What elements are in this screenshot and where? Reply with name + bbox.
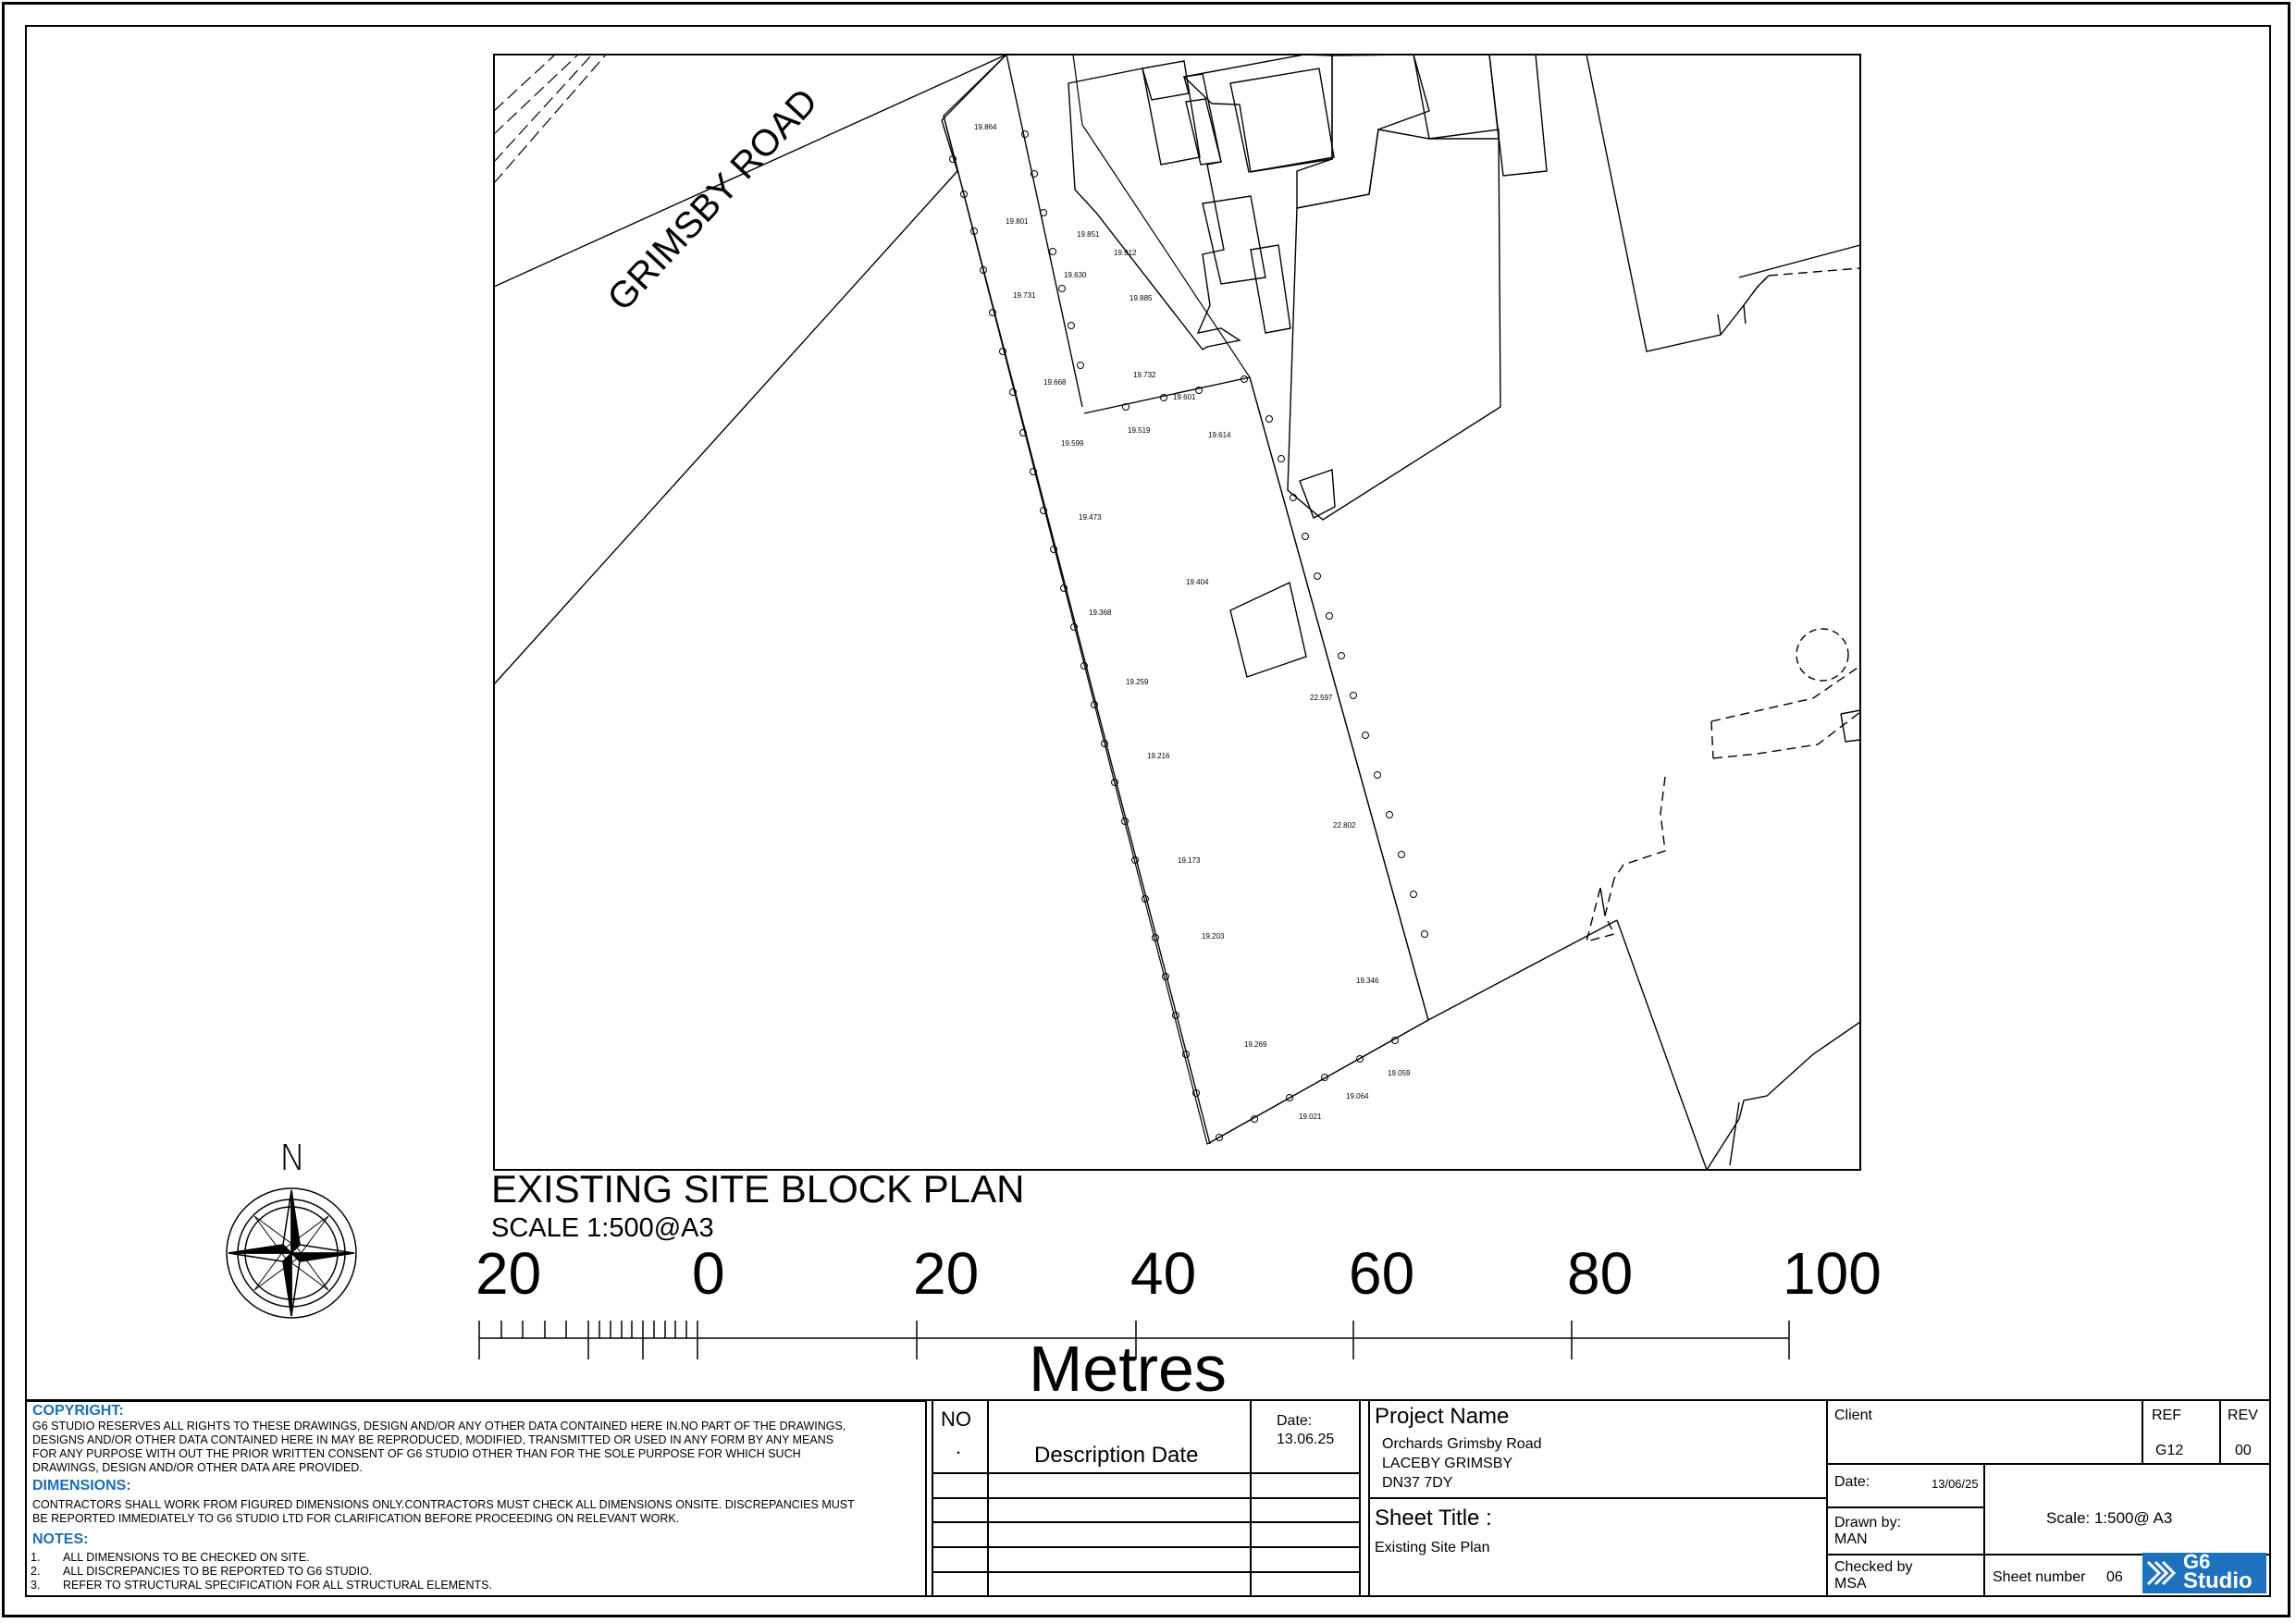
ref-value: G12 <box>2155 1443 2184 1458</box>
spot-level-label: 19.599 <box>1061 439 1084 448</box>
revision-date-label: Date: <box>1277 1413 1313 1429</box>
note-number-1: 1. <box>31 1551 41 1564</box>
g6-logo-mark-icon <box>2146 1556 2179 1590</box>
project-address-line-2: LACEBY GRIMSBY <box>1382 1456 1513 1471</box>
spot-level-label: 19.059 <box>1388 1069 1411 1077</box>
scale-unit: Metres <box>1029 1333 1227 1405</box>
note-number-3: 3. <box>31 1579 41 1592</box>
scale-label-100: 100 <box>1783 1240 1882 1307</box>
copyright-line-4: DRAWINGS, DESIGN AND/OR OTHER DATA ARE PROVIDED. <box>32 1461 363 1474</box>
spot-level-label: 19.064 <box>1346 1092 1369 1100</box>
spot-level-label: 19.614 <box>1208 431 1231 439</box>
checked-by-value: MSA <box>1834 1576 1867 1592</box>
scale-label-minus20: 20 <box>475 1240 542 1307</box>
note-text-1: ALL DIMENSIONS TO BE CHECKED ON SITE. <box>63 1551 310 1564</box>
copyright-heading: COPYRIGHT: <box>32 1403 124 1419</box>
drawing-scale: SCALE 1:500@A3 <box>491 1213 714 1243</box>
revision-no-dot: . <box>956 1435 962 1458</box>
copyright-line-2: DESIGNS AND/OR OTHER DATA CONTAINED HERE IN MAY BE REPRODUCED, MODIFIED, TRANSMITTED OR USED IN ANY FORM BY ANY MEANS <box>32 1433 834 1446</box>
spot-level-label: 19.630 <box>1064 271 1087 279</box>
spot-level-label: 19.173 <box>1178 856 1201 865</box>
scale-label-40: 40 <box>1130 1240 1197 1307</box>
spot-level-label: 19.851 <box>1077 230 1100 239</box>
ref-label: REF <box>2152 1408 2181 1423</box>
spot-level-label: 19.668 <box>1043 378 1067 387</box>
sheet-number-value: 06 <box>2106 1569 2123 1585</box>
notes-heading: NOTES: <box>32 1531 89 1547</box>
sheet-title-label: Sheet Title : <box>1375 1506 1492 1531</box>
spot-level-label: 19.203 <box>1202 932 1225 941</box>
dimensions-line-2: BE REPORTED IMMEDIATELY TO G6 STUDIO LTD FOR CLARIFICATION BEFORE PROCEEDING ON RELEVANT WORK. <box>32 1512 680 1525</box>
scale-text: Scale: 1:500@ A3 <box>2046 1509 2173 1527</box>
note-number-2: 2. <box>31 1565 41 1578</box>
revision-date-value: 13.06.25 <box>1277 1432 1335 1447</box>
spot-level-label: 19.404 <box>1186 578 1209 586</box>
spot-level-label: 19.731 <box>1013 291 1036 300</box>
dimensions-line-1: CONTRACTORS SHALL WORK FROM FIGURED DIMENSIONS ONLY.CONTRACTORS MUST CHECK ALL DIMENSIONS ONSITE. DISCREPANCIES MUST <box>32 1498 855 1511</box>
spot-level-label: 19.885 <box>1129 294 1153 302</box>
spot-level-label: 22.802 <box>1333 821 1356 830</box>
spot-level-label: 19.021 <box>1299 1113 1322 1121</box>
road-name-label: GRIMSBY ROAD <box>599 80 826 319</box>
drawn-by-value: MAN <box>1834 1531 1868 1547</box>
spot-level-label: 19.346 <box>1356 977 1379 985</box>
copyright-line-1: G6 STUDIO RESERVES ALL RIGHTS TO THESE DRAWINGS, DESIGN AND/OR ANY OTHER DATA CONTAINED HERE IN.NO PART OF THE DRAWINGS, <box>32 1420 846 1432</box>
spot-level-label: 19.519 <box>1128 426 1151 435</box>
rev-label: REV <box>2228 1408 2258 1423</box>
revision-description-label: Description Date <box>1034 1443 1199 1468</box>
spot-level-label: 19.801 <box>1006 217 1029 226</box>
spot-level-label: 19.473 <box>1079 513 1102 522</box>
sheet-number-label: Sheet number <box>1993 1569 2086 1585</box>
spot-level-label: 22.597 <box>1310 694 1333 702</box>
project-address-line-3: DN37 7DY <box>1382 1475 1453 1491</box>
note-text-3: REFER TO STRUCTURAL SPECIFICATION FOR ALL STRUCTURAL ELEMENTS. <box>63 1579 492 1592</box>
spot-level-label: 19.912 <box>1114 249 1137 257</box>
scale-label-0: 0 <box>692 1240 725 1307</box>
note-text-2: ALL DISCREPANCIES TO BE REPORTED TO G6 STUDIO. <box>63 1565 373 1578</box>
spot-level-label: 19.259 <box>1126 678 1149 686</box>
logo-text-studio: Studio <box>2183 1568 2253 1593</box>
rev-value: 00 <box>2235 1443 2252 1458</box>
g6-studio-logo <box>2142 1550 2266 1593</box>
dimensions-heading: DIMENSIONS: <box>32 1478 131 1494</box>
spot-level-label: 19.864 <box>974 123 997 131</box>
copyright-line-3: FOR ANY PURPOSE WITH OUT THE PRIOR WRITTEN CONSENT OF G6 STUDIO OTHER THAN FOR THE SOLE PURPOSE FOR WHICH SUCH <box>32 1447 801 1460</box>
spot-level-label: 19.368 <box>1089 609 1112 617</box>
checked-by-label: Checked by <box>1834 1559 1913 1575</box>
drawing-title: EXISTING SITE BLOCK PLAN <box>491 1167 1025 1211</box>
logo-text-g6: G6 <box>2183 1550 2211 1573</box>
scale-label-20: 20 <box>913 1240 980 1307</box>
client-label: Client <box>1834 1408 1872 1423</box>
spot-level-label: 19.216 <box>1147 752 1170 760</box>
sheet-title: Existing Site Plan <box>1375 1540 1490 1555</box>
project-address-line-1: Orchards Grimsby Road <box>1382 1436 1542 1452</box>
scale-label-60: 60 <box>1349 1240 1415 1307</box>
spot-level-label: 19.601 <box>1173 393 1196 401</box>
north-label: N <box>279 1137 306 1178</box>
date-label: Date: <box>1834 1474 1870 1490</box>
scale-label-80: 80 <box>1567 1240 1634 1307</box>
spot-level-label: 19.732 <box>1133 371 1156 379</box>
date-value: 13/06/25 <box>1932 1477 1979 1491</box>
project-name-label: Project Name <box>1375 1404 1510 1429</box>
spot-level-label: 19.269 <box>1244 1040 1267 1049</box>
drawn-by-label: Drawn by: <box>1834 1515 1902 1531</box>
revision-no-label: NO <box>941 1408 971 1431</box>
